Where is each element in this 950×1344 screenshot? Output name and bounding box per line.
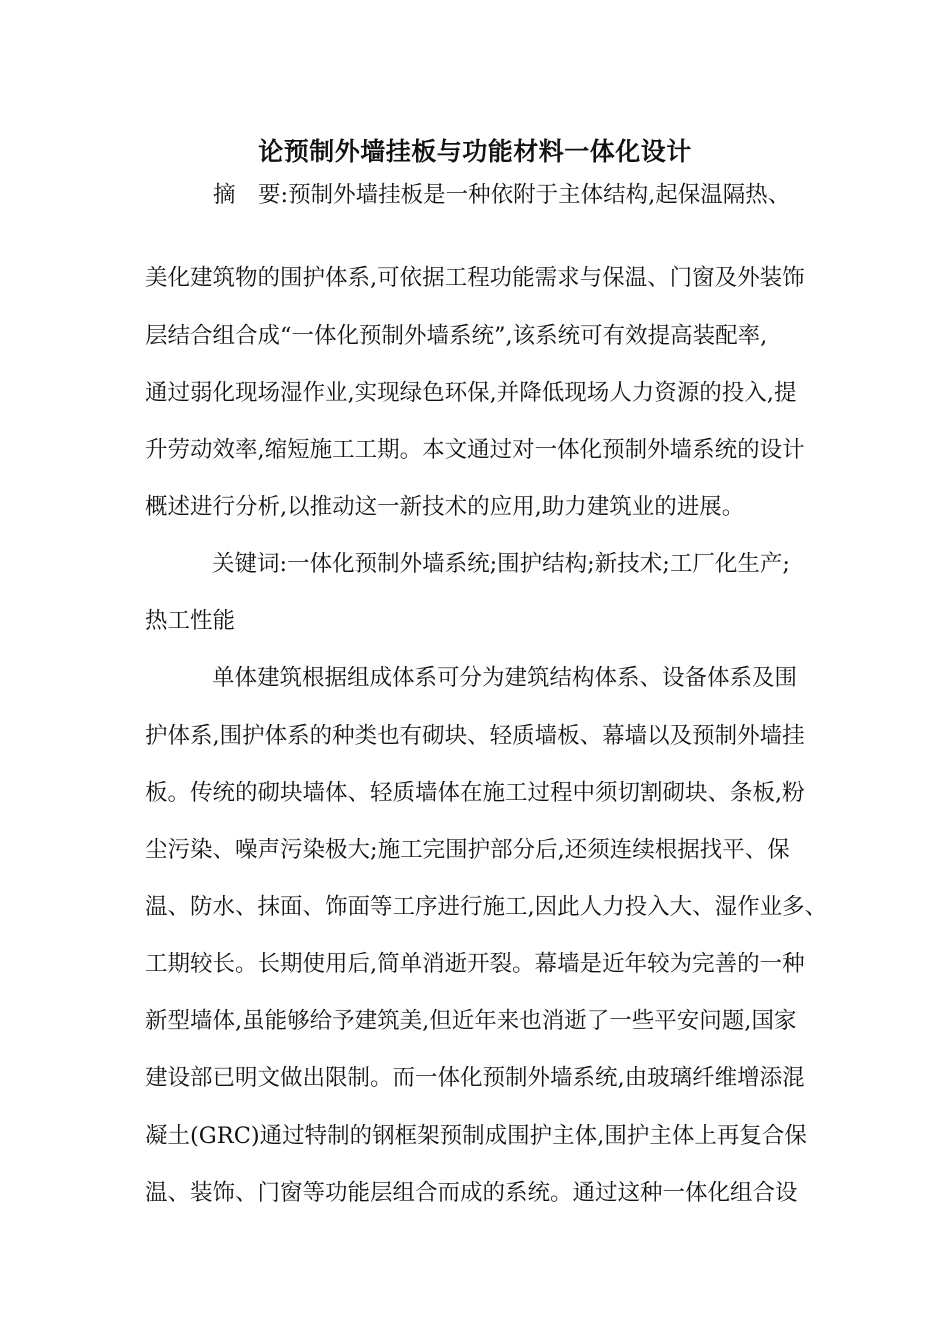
body-line: 建设部已明文做出限制。而一体化预制外墙系统,由玻璃纤维增添混 bbox=[145, 1065, 805, 1091]
body-line: 凝土(GRC)通过特制的钢框架预制成围护主体,围护主体上再复合保 bbox=[145, 1123, 807, 1149]
document-title: 论预制外墙挂板与功能材料一体化设计 bbox=[258, 137, 692, 166]
body-line: 温、防水、抹面、饰面等工序进行施工,因此人力投入大、湿作业多、 bbox=[145, 894, 828, 920]
body-line: 新型墙体,虽能够给予建筑美,但近年来也消逝了一些平安问题,国家 bbox=[145, 1008, 797, 1034]
abstract-line: 通过弱化现场湿作业,实现绿色环保,并降低现场人力资源的投入,提 bbox=[145, 380, 797, 406]
body-line: 温、装饰、门窗等功能层组合而成的系统。通过这种一体化组合设 bbox=[145, 1180, 798, 1206]
body-line: 工期较长。长期使用后,简单消逝开裂。幕墙是近年较为完善的一种 bbox=[145, 951, 805, 977]
abstract-line: 层结合组合成“一体化预制外墙系统”,该系统可有效提高装配率, bbox=[145, 323, 768, 349]
body-line: 尘污染、噪声污染极大;施工完围护部分后,还须连续根据找平、保 bbox=[145, 837, 790, 863]
abstract-line: 美化建筑物的围护体系,可依据工程功能需求与保温、门窗及外装饰 bbox=[145, 265, 805, 291]
abstract-line: 概述进行分析,以推动这一新技术的应用,助力建筑业的进展。 bbox=[145, 494, 745, 520]
body-line: 单体建筑根据组成体系可分为建筑结构体系、设备体系及围 bbox=[212, 665, 798, 691]
body-line: 护体系,围护体系的种类也有砌块、轻质墙板、幕墙以及预制外墙挂 bbox=[145, 723, 805, 749]
abstract-line: 摘 要:预制外墙挂板是一种依附于主体结构,起保温隔热、 bbox=[213, 182, 791, 208]
keywords-line: 关键词:一体化预制外墙系统;围护结构;新技术;工厂化生产; bbox=[212, 551, 790, 577]
abstract-line: 升劳动效率,缩短施工工期。本文通过对一体化预制外墙系统的设计 bbox=[145, 437, 805, 463]
keywords-line: 热工性能 bbox=[145, 608, 236, 634]
body-line: 板。传统的砌块墙体、轻质墙体在施工过程中须切割砌块、条板,粉 bbox=[145, 780, 805, 806]
